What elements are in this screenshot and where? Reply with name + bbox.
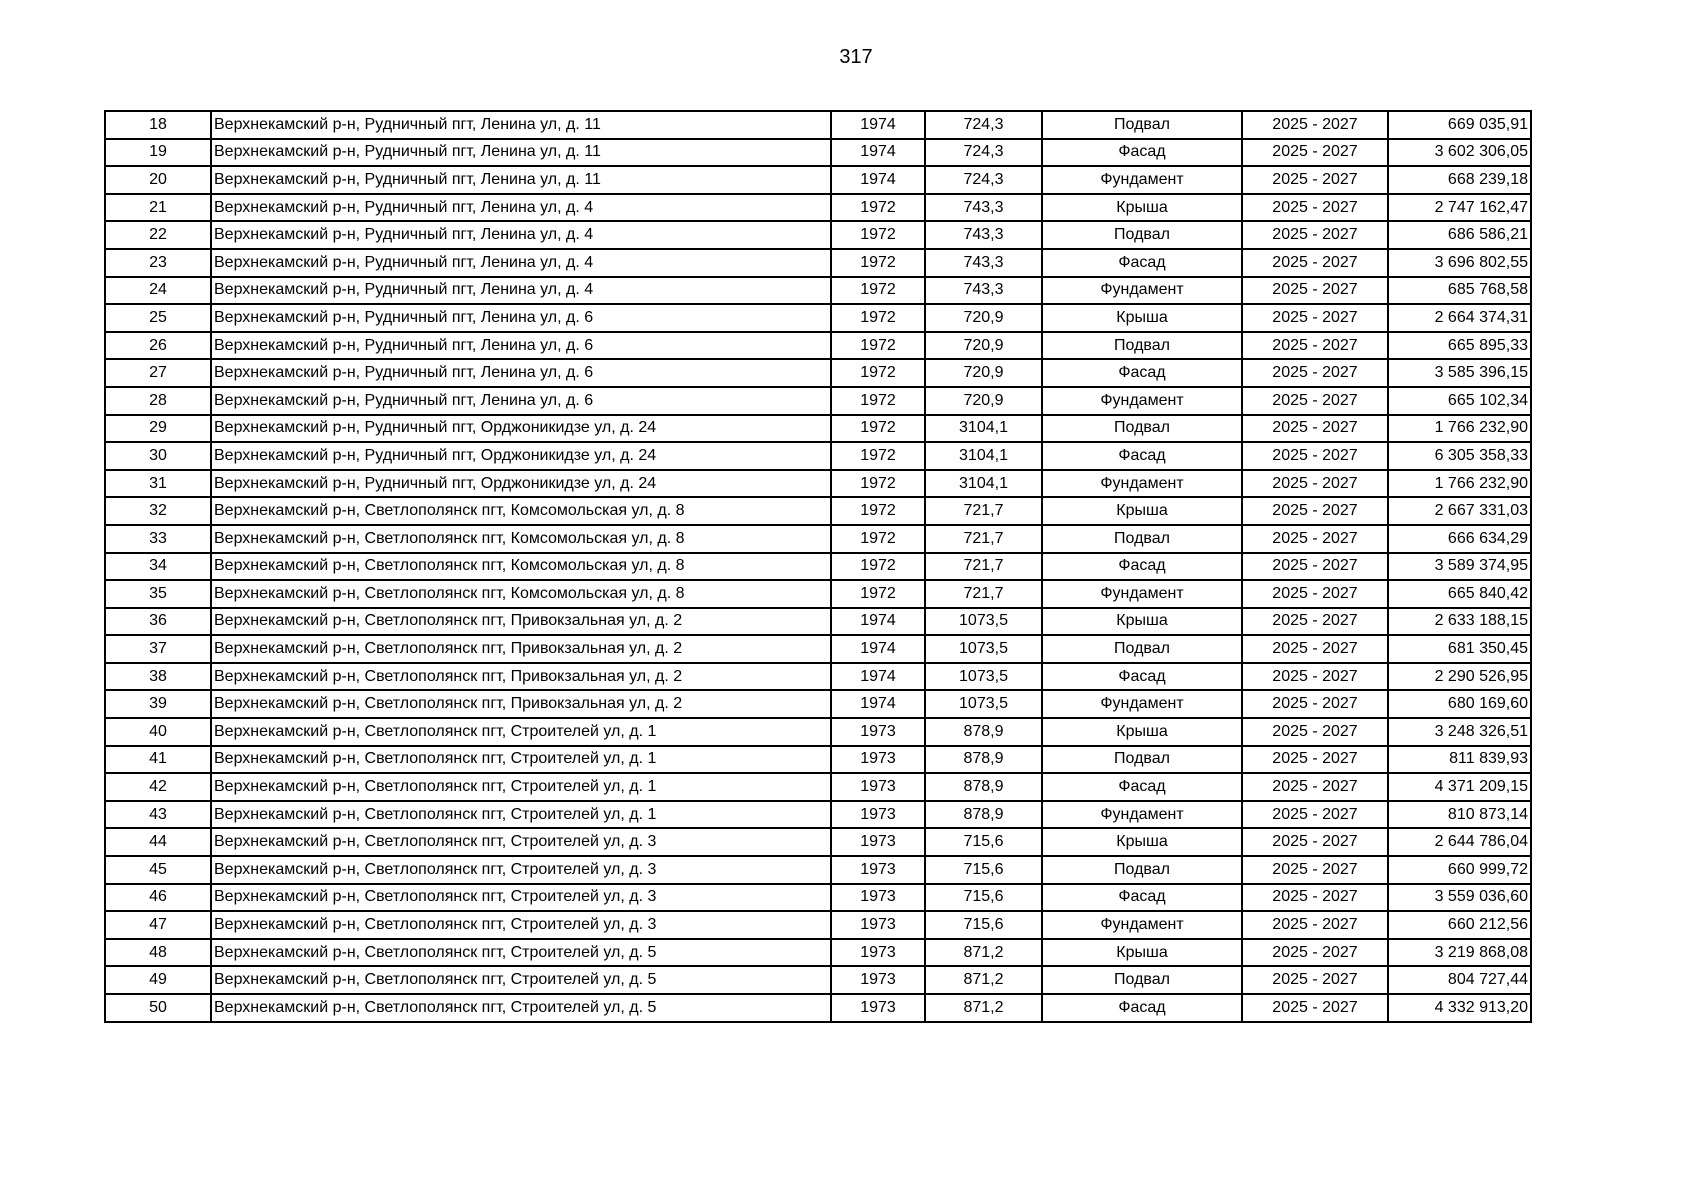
period-cell: 2025 - 2027 [1242, 884, 1388, 912]
work-type-cell: Подвал [1042, 856, 1242, 884]
table-row [105, 884, 1531, 912]
table-row [105, 939, 1531, 967]
cost-cell: 6 305 358,33 [1388, 442, 1531, 470]
work-type-cell: Крыша [1042, 497, 1242, 525]
table-row [105, 415, 1531, 443]
year-cell: 1973 [831, 939, 925, 967]
address-cell: Верхнекамский р-н, Рудничный пгт, Ленина ул, д. 11 [211, 139, 831, 167]
cost-cell: 2 747 162,47 [1388, 194, 1531, 222]
row-number-cell: 25 [105, 304, 211, 332]
address-cell: Верхнекамский р-н, Рудничный пгт, Ленина ул, д. 11 [211, 166, 831, 194]
work-type-cell: Фасад [1042, 994, 1242, 1022]
table-row [105, 635, 1531, 663]
address-cell: Верхнекамский р-н, Светлополянск пгт, Привокзальная ул, д. 2 [211, 608, 831, 636]
address-cell: Верхнекамский р-н, Светлополянск пгт, Привокзальная ул, д. 2 [211, 690, 831, 718]
year-cell: 1972 [831, 497, 925, 525]
year-cell: 1972 [831, 194, 925, 222]
work-type-cell: Фундамент [1042, 277, 1242, 305]
row-number-cell: 22 [105, 221, 211, 249]
table-row [105, 470, 1531, 498]
row-number-cell: 35 [105, 580, 211, 608]
table-row [105, 304, 1531, 332]
row-number-cell: 44 [105, 828, 211, 856]
year-cell: 1974 [831, 635, 925, 663]
area-cell: 871,2 [925, 966, 1042, 994]
cost-cell: 3 219 868,08 [1388, 939, 1531, 967]
area-cell: 720,9 [925, 387, 1042, 415]
cost-cell: 3 696 802,55 [1388, 249, 1531, 277]
work-type-cell: Крыша [1042, 718, 1242, 746]
address-cell: Верхнекамский р-н, Светлополянск пгт, Строителей ул, д. 3 [211, 884, 831, 912]
period-cell: 2025 - 2027 [1242, 442, 1388, 470]
cost-cell: 669 035,91 [1388, 111, 1531, 139]
cost-cell: 686 586,21 [1388, 221, 1531, 249]
cost-cell: 811 839,93 [1388, 746, 1531, 774]
table-body [105, 111, 1531, 1022]
area-cell: 3104,1 [925, 470, 1042, 498]
year-cell: 1973 [831, 801, 925, 829]
year-cell: 1973 [831, 773, 925, 801]
work-type-cell: Подвал [1042, 525, 1242, 553]
cost-cell: 3 559 036,60 [1388, 884, 1531, 912]
period-cell: 2025 - 2027 [1242, 415, 1388, 443]
row-number-cell: 47 [105, 911, 211, 939]
period-cell: 2025 - 2027 [1242, 553, 1388, 581]
year-cell: 1974 [831, 139, 925, 167]
work-type-cell: Фундамент [1042, 580, 1242, 608]
address-cell: Верхнекамский р-н, Светлополянск пгт, Строителей ул, д. 1 [211, 718, 831, 746]
work-type-cell: Фасад [1042, 884, 1242, 912]
area-cell: 720,9 [925, 359, 1042, 387]
table-row [105, 111, 1531, 139]
cost-cell: 3 602 306,05 [1388, 139, 1531, 167]
cost-cell: 4 332 913,20 [1388, 994, 1531, 1022]
cost-cell: 665 895,33 [1388, 332, 1531, 360]
table-row [105, 801, 1531, 829]
address-cell: Верхнекамский р-н, Светлополянск пгт, Комсомольская ул, д. 8 [211, 497, 831, 525]
area-cell: 1073,5 [925, 608, 1042, 636]
area-cell: 721,7 [925, 525, 1042, 553]
table-row [105, 332, 1531, 360]
area-cell: 715,6 [925, 911, 1042, 939]
address-cell: Верхнекамский р-н, Рудничный пгт, Ленина ул, д. 4 [211, 221, 831, 249]
table-row [105, 856, 1531, 884]
period-cell: 2025 - 2027 [1242, 166, 1388, 194]
area-cell: 1073,5 [925, 635, 1042, 663]
area-cell: 878,9 [925, 746, 1042, 774]
address-cell: Верхнекамский р-н, Рудничный пгт, Ленина ул, д. 4 [211, 277, 831, 305]
cost-cell: 3 585 396,15 [1388, 359, 1531, 387]
area-cell: 3104,1 [925, 415, 1042, 443]
table-row [105, 994, 1531, 1022]
row-number-cell: 21 [105, 194, 211, 222]
row-number-cell: 46 [105, 884, 211, 912]
area-cell: 1073,5 [925, 690, 1042, 718]
year-cell: 1972 [831, 277, 925, 305]
table-row [105, 553, 1531, 581]
address-cell: Верхнекамский р-н, Рудничный пгт, Ленина ул, д. 4 [211, 249, 831, 277]
table-row [105, 911, 1531, 939]
area-cell: 715,6 [925, 828, 1042, 856]
cost-cell: 680 169,60 [1388, 690, 1531, 718]
table-row [105, 139, 1531, 167]
row-number-cell: 31 [105, 470, 211, 498]
table-row [105, 277, 1531, 305]
cost-cell: 681 350,45 [1388, 635, 1531, 663]
period-cell: 2025 - 2027 [1242, 801, 1388, 829]
table-row [105, 828, 1531, 856]
work-type-cell: Крыша [1042, 939, 1242, 967]
work-type-cell: Фасад [1042, 442, 1242, 470]
cost-cell: 660 999,72 [1388, 856, 1531, 884]
table-row [105, 663, 1531, 691]
row-number-cell: 24 [105, 277, 211, 305]
table-row [105, 194, 1531, 222]
period-cell: 2025 - 2027 [1242, 249, 1388, 277]
table-row [105, 387, 1531, 415]
year-cell: 1973 [831, 966, 925, 994]
work-type-cell: Фасад [1042, 139, 1242, 167]
year-cell: 1974 [831, 111, 925, 139]
row-number-cell: 23 [105, 249, 211, 277]
period-cell: 2025 - 2027 [1242, 497, 1388, 525]
table-row [105, 166, 1531, 194]
year-cell: 1973 [831, 856, 925, 884]
cost-cell: 1 766 232,90 [1388, 470, 1531, 498]
address-cell: Верхнекамский р-н, Светлополянск пгт, Строителей ул, д. 5 [211, 966, 831, 994]
cost-cell: 3 248 326,51 [1388, 718, 1531, 746]
address-cell: Верхнекамский р-н, Светлополянск пгт, Строителей ул, д. 5 [211, 939, 831, 967]
year-cell: 1972 [831, 580, 925, 608]
work-type-cell: Фундамент [1042, 470, 1242, 498]
work-type-cell: Фундамент [1042, 911, 1242, 939]
area-cell: 1073,5 [925, 663, 1042, 691]
row-number-cell: 29 [105, 415, 211, 443]
work-type-cell: Крыша [1042, 194, 1242, 222]
address-cell: Верхнекамский р-н, Рудничный пгт, Ленина ул, д. 6 [211, 359, 831, 387]
work-type-cell: Фасад [1042, 553, 1242, 581]
area-cell: 720,9 [925, 332, 1042, 360]
row-number-cell: 32 [105, 497, 211, 525]
work-type-cell: Фасад [1042, 773, 1242, 801]
table-row [105, 249, 1531, 277]
cost-cell: 685 768,58 [1388, 277, 1531, 305]
cost-cell: 4 371 209,15 [1388, 773, 1531, 801]
period-cell: 2025 - 2027 [1242, 773, 1388, 801]
cost-cell: 3 589 374,95 [1388, 553, 1531, 581]
address-cell: Верхнекамский р-н, Рудничный пгт, Орджоникидзе ул, д. 24 [211, 470, 831, 498]
work-type-cell: Крыша [1042, 828, 1242, 856]
period-cell: 2025 - 2027 [1242, 304, 1388, 332]
work-type-cell: Фасад [1042, 663, 1242, 691]
cost-cell: 665 840,42 [1388, 580, 1531, 608]
table-row [105, 497, 1531, 525]
year-cell: 1972 [831, 387, 925, 415]
work-type-cell: Фасад [1042, 359, 1242, 387]
area-cell: 720,9 [925, 304, 1042, 332]
row-number-cell: 27 [105, 359, 211, 387]
row-number-cell: 39 [105, 690, 211, 718]
cost-cell: 668 239,18 [1388, 166, 1531, 194]
cost-cell: 810 873,14 [1388, 801, 1531, 829]
area-cell: 724,3 [925, 166, 1042, 194]
area-cell: 724,3 [925, 139, 1042, 167]
period-cell: 2025 - 2027 [1242, 635, 1388, 663]
row-number-cell: 42 [105, 773, 211, 801]
cost-cell: 2 667 331,03 [1388, 497, 1531, 525]
table-row [105, 966, 1531, 994]
page-number: 317 [839, 46, 873, 68]
area-cell: 3104,1 [925, 442, 1042, 470]
work-type-cell: Фундамент [1042, 387, 1242, 415]
year-cell: 1972 [831, 304, 925, 332]
year-cell: 1972 [831, 332, 925, 360]
work-type-cell: Подвал [1042, 966, 1242, 994]
area-cell: 721,7 [925, 553, 1042, 581]
work-type-cell: Подвал [1042, 111, 1242, 139]
work-type-cell: Подвал [1042, 332, 1242, 360]
table-row [105, 359, 1531, 387]
area-cell: 878,9 [925, 773, 1042, 801]
row-number-cell: 36 [105, 608, 211, 636]
row-number-cell: 50 [105, 994, 211, 1022]
area-cell: 871,2 [925, 939, 1042, 967]
address-cell: Верхнекамский р-н, Светлополянск пгт, Строителей ул, д. 3 [211, 828, 831, 856]
period-cell: 2025 - 2027 [1242, 828, 1388, 856]
address-cell: Верхнекамский р-н, Рудничный пгт, Ленина ул, д. 6 [211, 332, 831, 360]
row-number-cell: 34 [105, 553, 211, 581]
area-cell: 743,3 [925, 249, 1042, 277]
area-cell: 724,3 [925, 111, 1042, 139]
work-type-cell: Фундамент [1042, 690, 1242, 718]
work-type-cell: Подвал [1042, 746, 1242, 774]
row-number-cell: 37 [105, 635, 211, 663]
year-cell: 1974 [831, 663, 925, 691]
cost-cell: 665 102,34 [1388, 387, 1531, 415]
year-cell: 1972 [831, 470, 925, 498]
period-cell: 2025 - 2027 [1242, 911, 1388, 939]
cost-cell: 660 212,56 [1388, 911, 1531, 939]
address-cell: Верхнекамский р-н, Светлополянск пгт, Строителей ул, д. 1 [211, 773, 831, 801]
period-cell: 2025 - 2027 [1242, 608, 1388, 636]
address-cell: Верхнекамский р-н, Светлополянск пгт, Строителей ул, д. 5 [211, 994, 831, 1022]
row-number-cell: 19 [105, 139, 211, 167]
address-cell: Верхнекамский р-н, Рудничный пгт, Ленина ул, д. 6 [211, 387, 831, 415]
address-cell: Верхнекамский р-н, Рудничный пгт, Ленина ул, д. 11 [211, 111, 831, 139]
year-cell: 1974 [831, 608, 925, 636]
period-cell: 2025 - 2027 [1242, 111, 1388, 139]
table-row [105, 580, 1531, 608]
cost-cell: 1 766 232,90 [1388, 415, 1531, 443]
year-cell: 1974 [831, 166, 925, 194]
period-cell: 2025 - 2027 [1242, 663, 1388, 691]
period-cell: 2025 - 2027 [1242, 690, 1388, 718]
row-number-cell: 48 [105, 939, 211, 967]
row-number-cell: 49 [105, 966, 211, 994]
address-cell: Верхнекамский р-н, Светлополянск пгт, Строителей ул, д. 3 [211, 856, 831, 884]
work-type-cell: Фундамент [1042, 801, 1242, 829]
period-cell: 2025 - 2027 [1242, 470, 1388, 498]
year-cell: 1973 [831, 828, 925, 856]
period-cell: 2025 - 2027 [1242, 718, 1388, 746]
period-cell: 2025 - 2027 [1242, 580, 1388, 608]
year-cell: 1972 [831, 415, 925, 443]
row-number-cell: 45 [105, 856, 211, 884]
area-cell: 871,2 [925, 994, 1042, 1022]
period-cell: 2025 - 2027 [1242, 966, 1388, 994]
address-cell: Верхнекамский р-н, Светлополянск пгт, Привокзальная ул, д. 2 [211, 663, 831, 691]
table-row [105, 608, 1531, 636]
cost-cell: 666 634,29 [1388, 525, 1531, 553]
period-cell: 2025 - 2027 [1242, 139, 1388, 167]
year-cell: 1973 [831, 884, 925, 912]
table-row [105, 746, 1531, 774]
period-cell: 2025 - 2027 [1242, 221, 1388, 249]
area-cell: 878,9 [925, 801, 1042, 829]
period-cell: 2025 - 2027 [1242, 939, 1388, 967]
address-cell: Верхнекамский р-н, Светлополянск пгт, Привокзальная ул, д. 2 [211, 635, 831, 663]
row-number-cell: 38 [105, 663, 211, 691]
area-cell: 743,3 [925, 277, 1042, 305]
year-cell: 1972 [831, 249, 925, 277]
period-cell: 2025 - 2027 [1242, 525, 1388, 553]
address-cell: Верхнекамский р-н, Рудничный пгт, Орджоникидзе ул, д. 24 [211, 442, 831, 470]
address-cell: Верхнекамский р-н, Светлополянск пгт, Строителей ул, д. 3 [211, 911, 831, 939]
row-number-cell: 18 [105, 111, 211, 139]
cost-cell: 2 644 786,04 [1388, 828, 1531, 856]
year-cell: 1972 [831, 221, 925, 249]
area-cell: 715,6 [925, 884, 1042, 912]
year-cell: 1972 [831, 553, 925, 581]
work-type-cell: Подвал [1042, 415, 1242, 443]
row-number-cell: 43 [105, 801, 211, 829]
year-cell: 1972 [831, 359, 925, 387]
work-type-cell: Фасад [1042, 249, 1242, 277]
period-cell: 2025 - 2027 [1242, 332, 1388, 360]
table-row [105, 525, 1531, 553]
period-cell: 2025 - 2027 [1242, 387, 1388, 415]
period-cell: 2025 - 2027 [1242, 746, 1388, 774]
address-cell: Верхнекамский р-н, Рудничный пгт, Ленина ул, д. 6 [211, 304, 831, 332]
period-cell: 2025 - 2027 [1242, 359, 1388, 387]
year-cell: 1973 [831, 718, 925, 746]
area-cell: 715,6 [925, 856, 1042, 884]
work-type-cell: Крыша [1042, 608, 1242, 636]
address-cell: Верхнекамский р-н, Рудничный пгт, Ленина ул, д. 4 [211, 194, 831, 222]
cost-cell: 2 633 188,15 [1388, 608, 1531, 636]
year-cell: 1973 [831, 911, 925, 939]
table-row [105, 773, 1531, 801]
address-cell: Верхнекамский р-н, Светлополянск пгт, Комсомольская ул, д. 8 [211, 580, 831, 608]
row-number-cell: 28 [105, 387, 211, 415]
year-cell: 1974 [831, 690, 925, 718]
area-cell: 878,9 [925, 718, 1042, 746]
year-cell: 1973 [831, 994, 925, 1022]
row-number-cell: 40 [105, 718, 211, 746]
area-cell: 743,3 [925, 221, 1042, 249]
address-cell: Верхнекамский р-н, Светлополянск пгт, Строителей ул, д. 1 [211, 801, 831, 829]
registry-table [104, 110, 1532, 1023]
area-cell: 743,3 [925, 194, 1042, 222]
cost-cell: 2 664 374,31 [1388, 304, 1531, 332]
work-type-cell: Подвал [1042, 221, 1242, 249]
row-number-cell: 30 [105, 442, 211, 470]
table-row [105, 718, 1531, 746]
work-type-cell: Подвал [1042, 635, 1242, 663]
year-cell: 1972 [831, 442, 925, 470]
table-row [105, 442, 1531, 470]
row-number-cell: 26 [105, 332, 211, 360]
address-cell: Верхнекамский р-н, Светлополянск пгт, Комсомольская ул, д. 8 [211, 525, 831, 553]
period-cell: 2025 - 2027 [1242, 277, 1388, 305]
row-number-cell: 20 [105, 166, 211, 194]
year-cell: 1973 [831, 746, 925, 774]
row-number-cell: 41 [105, 746, 211, 774]
period-cell: 2025 - 2027 [1242, 194, 1388, 222]
cost-cell: 2 290 526,95 [1388, 663, 1531, 691]
work-type-cell: Крыша [1042, 304, 1242, 332]
table-row [105, 221, 1531, 249]
period-cell: 2025 - 2027 [1242, 856, 1388, 884]
row-number-cell: 33 [105, 525, 211, 553]
year-cell: 1972 [831, 525, 925, 553]
period-cell: 2025 - 2027 [1242, 994, 1388, 1022]
area-cell: 721,7 [925, 580, 1042, 608]
work-type-cell: Фундамент [1042, 166, 1242, 194]
area-cell: 721,7 [925, 497, 1042, 525]
table-row [105, 690, 1531, 718]
address-cell: Верхнекамский р-н, Рудничный пгт, Орджоникидзе ул, д. 24 [211, 415, 831, 443]
cost-cell: 804 727,44 [1388, 966, 1531, 994]
address-cell: Верхнекамский р-н, Светлополянск пгт, Комсомольская ул, д. 8 [211, 553, 831, 581]
address-cell: Верхнекамский р-н, Светлополянск пгт, Строителей ул, д. 1 [211, 746, 831, 774]
